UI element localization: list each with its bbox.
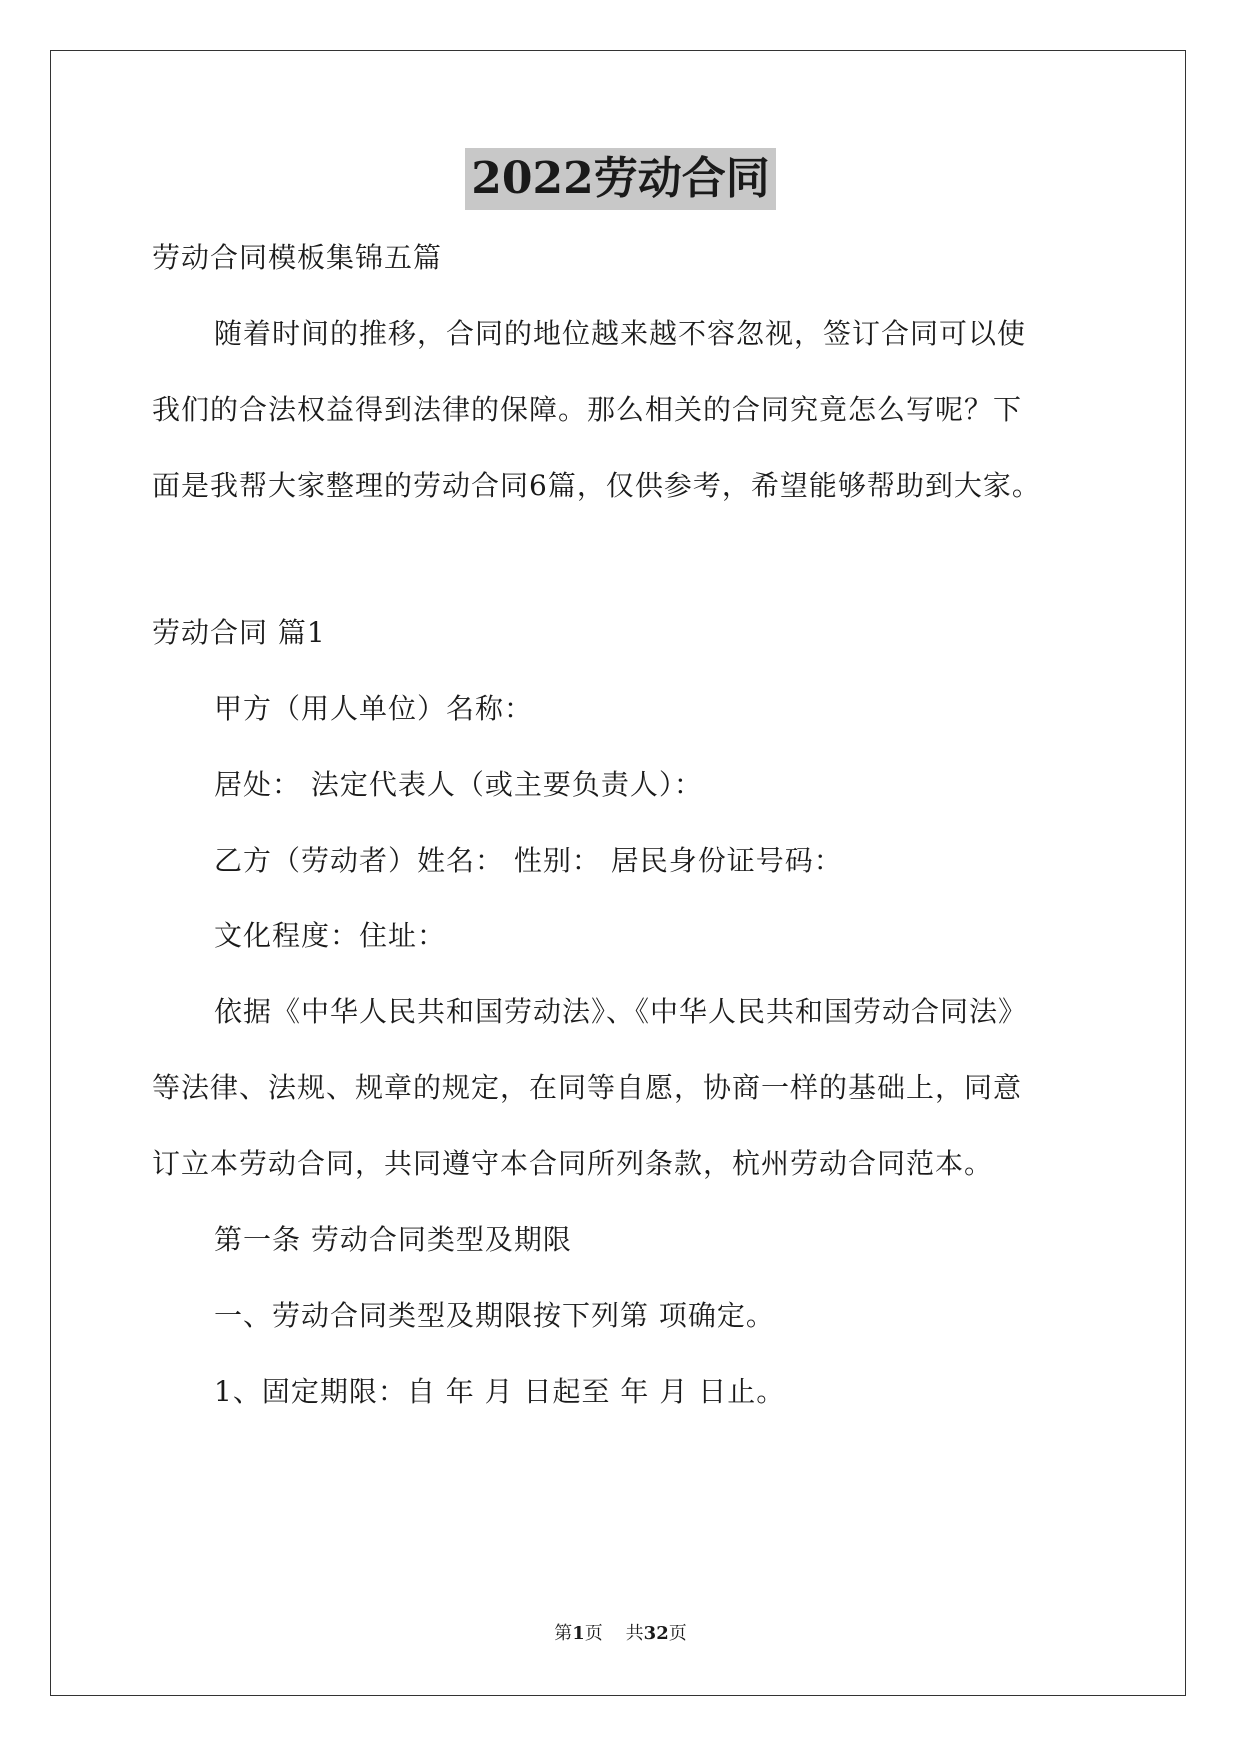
basis-line-1: 依据《中华人民共和国劳动法》、《中华人民共和国劳动合同法》 — [214, 995, 1028, 1028]
page-footer — [0, 1622, 1241, 1646]
footer-page-number: 1 — [572, 1623, 585, 1644]
basis-line-3: 订立本劳动合同，共同遵守本合同所列条款，杭州劳动合同范本。 — [152, 1147, 994, 1180]
document-title: 2022劳动合同 — [465, 148, 775, 210]
article-1-heading: 第一条 劳动合同类型及期限 — [214, 1223, 572, 1256]
footer-total-pages: 32 — [643, 1623, 669, 1644]
address-line: 居处： 法定代表人（或主要负责人）： — [214, 768, 703, 801]
section-heading: 劳动合同 篇1 — [152, 616, 326, 649]
clause-1-1: 1、固定期限：自 年 月 日起至 年 月 日止。 — [214, 1375, 786, 1408]
title-container — [0, 148, 1241, 210]
footer-prefix: 第 — [554, 1623, 573, 1644]
footer-middle: 页 共 — [584, 1623, 644, 1644]
intro-line-1: 随着时间的推移，合同的地位越来越不容忽视，签订合同可以使 — [214, 317, 1027, 350]
intro-line-3: 面是我帮大家整理的劳动合同6篇，仅供参考，希望能够帮助到大家。 — [152, 469, 1041, 502]
party-b-line: 乙方（劳动者）姓名： 性别： 居民身份证号码： — [214, 844, 843, 877]
party-a-line: 甲方（用人单位）名称： — [214, 692, 534, 725]
intro-line-2: 我们的合法权益得到法律的保障。那么相关的合同究竟怎么写呢？下 — [152, 393, 1023, 426]
clause-1: 一、劳动合同类型及期限按下列第 项确定。 — [214, 1299, 775, 1332]
document-subtitle: 劳动合同模板集锦五篇 — [152, 241, 443, 274]
education-line: 文化程度：住址： — [214, 919, 447, 952]
footer-suffix: 页 — [668, 1623, 687, 1644]
basis-line-2: 等法律、法规、规章的规定，在同等自愿，协商一样的基础上，同意 — [152, 1071, 1023, 1104]
